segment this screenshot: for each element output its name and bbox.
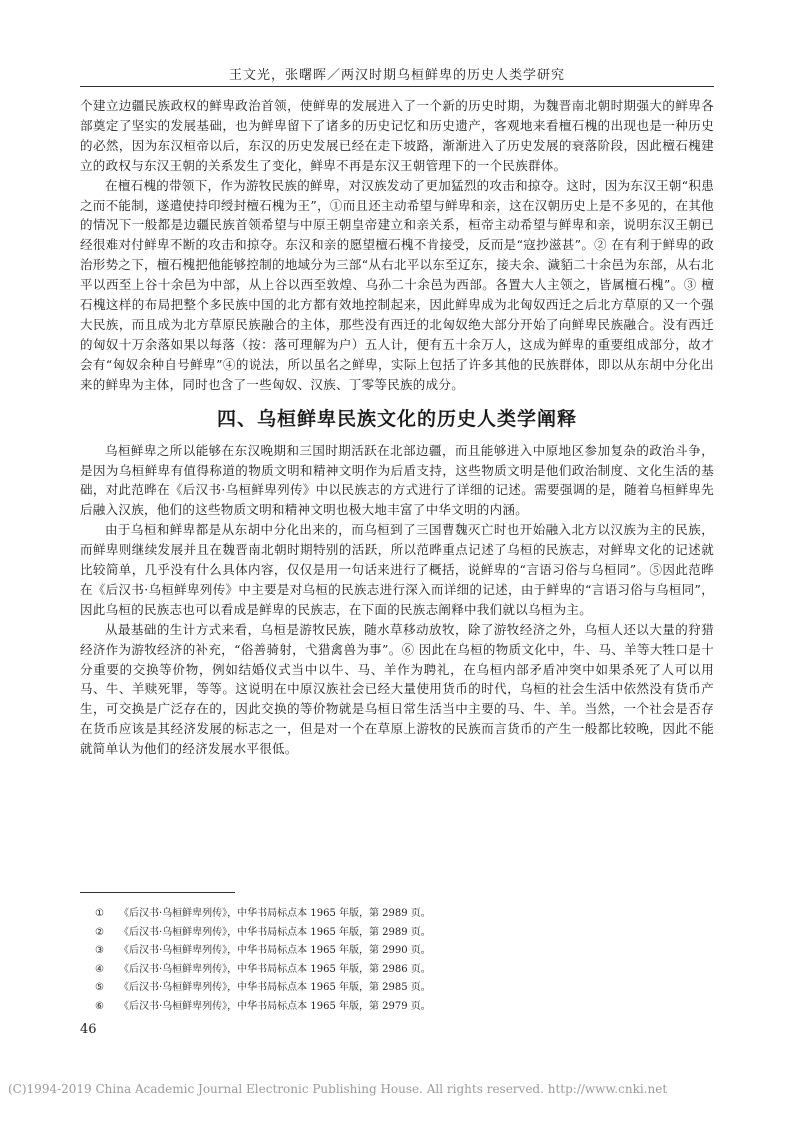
paragraph: 从最基础的生计方式来看，乌桓是游牧民族，随水草移动放牧，除了游牧经济之外，乌桓人还以大量的狩猎经济作为游牧经济的补充，“俗善骑射，弋猎禽兽为事”。⑥ 因此在乌桓的物质文化中，牛、马、羊等大牲口是十分重要的交换等价物，例如结婚仪式当中以牛、马、羊作为聘礼，在乌桓内部矛盾冲突中如果杀死了人可以用马、牛、羊赎死罪，等等。这说明在中原汉族社会已经大量使用货币的时代，乌桓的社会生活中依然没有货币产生，可交换是广泛存在的，因此交换的等价物就是乌桓日常生活当中主要的马、牛、羊。当然，一个社会是否存在货币应该是其经济发展的标志之一，但是对一个在草原上游牧的民族而言货币的产生一般都比较晚，因此不能就简单认为他们的经济发展水平很低。 <box>80 621 714 757</box>
footnote-mark: ⑥ <box>95 1000 104 1012</box>
header-rule <box>80 86 714 87</box>
paragraph: 个建立边疆民族政权的鲜卑政治首领，使鲜卑的发展进入了一个新的历史时期，为魏晋南北朝时期强大的鲜卑各部奠定了坚实的发展基础，也为鲜卑留下了诸多的历史记忆和历史遗产，客观地来看檀石槐的出现也是一种历史的必然，因为东汉桓帝以后，东汉的历史发展已经在走下坡路，渐渐进入了历史发展的衰落阶段，因此檀石槐建立的政权与东汉王朝的关系发生了变化，鲜卑不再是东汉王朝管理下的一个民族群体。 <box>80 98 714 173</box>
footnotes <box>95 905 695 1016</box>
footnote <box>95 961 695 980</box>
paragraph: 在檀石槐的带领下，作为游牧民族的鲜卑，对汉族发动了更加猛烈的攻击和掠夺。这时，因为东汉王朝“积患之而不能制，遂遣使持印绶封檀石槐为王”，①而且还主动希望与鲜卑和亲，这在汉朝历史上是不多见的，在其他的情况下一般都是边疆民族首领希望与中原王朝皇帝建立和亲关系，桓帝主动希望与鲜卑和亲，说明东汉王朝已经很难对付鲜卑不断的攻击和掠夺。东汉和亲的愿望檀石槐不肯接受，反而是“寇抄滋甚”。② 在有利于鲜卑的政治形势之下，檀石槐把他能够控制的地域分为三部“从右北平以东至辽东，接夫余、濊貊二十余邑为东部，从右北平以西至上谷十余邑为中部，从上谷以西至敦煌、乌孙二十余邑为西部。各置大人主领之，皆属檀石槐”。③ 檀石槐这样的布局把整个多民族中国的北方都有效地控制起来，因此鲜卑成为北匈奴西迁之后北方草原的又一个强大民族，而且成为北方草原民族融合的主体，那些没有西迁的北匈奴绝大部分开始了向鲜卑民族融合。没有西迁的匈奴十万余落如果以每落（按：落可理解为户）五人计，便有五十余万人，这成为鲜卑的重要组成部分，故才会有“匈奴余种自号鲜卑”④的说法，所以虽名之鲜卑，实际上包括了许多其他的民族群体，即以从东胡中分化出来的鲜卑为主体，同时也含了一些匈奴、汉族、丁零等民族的成分。 <box>80 177 714 392</box>
footnote-text: 《后汉书·乌桓鲜卑列传》，中华书局标点本 1965 年版，第 2979 页。 <box>119 1000 431 1012</box>
footnote <box>95 924 695 943</box>
paragraph: 由于乌桓和鲜卑都是从东胡中分化出来的，而乌桓到了三国曹魏灭亡时也开始融入北方以汉族为主的民族，而鲜卑则继续发展并且在魏晋南北朝时期特别的活跃，所以范晔重点记述了乌桓的民族志，对鲜卑文化的记述就比较简单，几乎没有什么具体内容，仅仅是用一句话来进行了概括，说鲜卑的“言语习俗与乌桓同”。⑤因此范晔在《后汉书·乌桓鲜卑列传》中主要是对乌桓的民族志进行深入而详细的记述，由于鲜卑的“言语习俗与乌桓同”，因此乌桓的民族志也可以看成是鲜卑的民族志，在下面的民族志阐释中我们就以乌桓为主。 <box>80 522 714 617</box>
copyright-notice: (C)1994-2019 China Academic Journal Electronic Publishing House. All rights reserved. http://www.cnki.net <box>8 1082 668 1096</box>
footnote-rule <box>80 892 235 893</box>
footnote-mark: ② <box>95 926 104 938</box>
footnote-text: 《后汉书·乌桓鲜卑列传》，中华书局标点本 1965 年版，第 2990 页。 <box>119 945 431 956</box>
footnote-mark: ③ <box>95 945 104 956</box>
running-header: 王文光，张曙晖／两汉时期乌桓鲜卑的历史人类学研究 <box>228 68 565 83</box>
footnote <box>95 998 695 1017</box>
footnote-mark: ⑤ <box>95 982 104 993</box>
footnote-text: 《后汉书·乌桓鲜卑列传》，中华书局标点本 1965 年版，第 2989 页。 <box>119 908 431 919</box>
footnote-text: 《后汉书·乌桓鲜卑列传》，中华书局标点本 1965 年版，第 2985 页。 <box>119 982 431 993</box>
footnote <box>95 979 695 998</box>
paragraph: 乌桓鲜卑之所以能够在东汉晚期和三国时期活跃在北部边疆，而且能够进入中原地区参加复杂的政治斗争，是因为乌桓鲜卑有值得称道的物质文明和精神文明作为后盾支持，这些物质文明是他们政治制度、文化生活的基础，对此范晔在《后汉书·乌桓鲜卑列传》中以民族志的方式进行了详细的记述。需要强调的是，随着乌桓鲜卑先后融入汉族，他们的这些物质文明和精神文明也极大地丰富了中华文明的内涵。 <box>80 442 714 518</box>
body-text <box>80 96 714 759</box>
section-title: 四、乌桓鲜卑民族文化的历史人类学阐释 <box>216 407 577 430</box>
footnote <box>95 942 695 961</box>
footnote-text: 《后汉书·乌桓鲜卑列传》，中华书局标点本 1965 年版，第 2989 页。 <box>119 926 431 938</box>
page-number: 46 <box>80 1022 97 1037</box>
footnote-mark: ④ <box>95 963 104 975</box>
footnote-mark: ① <box>95 908 104 919</box>
footnote <box>95 905 695 924</box>
footnote-text: 《后汉书·乌桓鲜卑列传》，中华书局标点本 1965 年版，第 2986 页。 <box>119 963 431 975</box>
